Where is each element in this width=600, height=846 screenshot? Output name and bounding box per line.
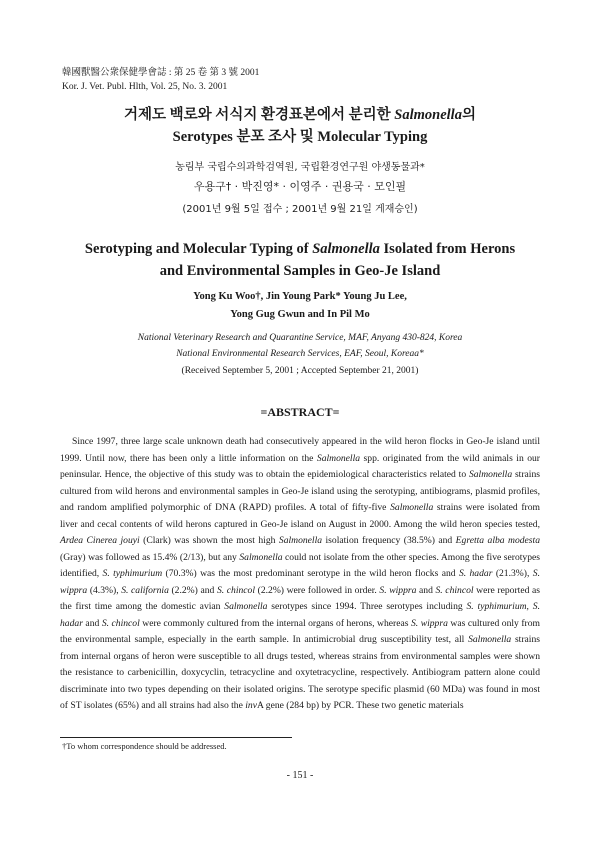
abstract-italic-run: Salmonella (316, 452, 361, 464)
abstract-italic-run: S. chincol (101, 617, 140, 629)
english-authors (0, 288, 600, 324)
abstract-text-run: and (82, 617, 102, 629)
abstract-text-run: was cultured only from the environmental sample, especially in the earth sample. In antimicrobial drug susceptibility test, all (60, 617, 540, 645)
page-number: - 151 - (286, 770, 314, 781)
journal-english-line: Kor. J. Vet. Publ. Hlth, Vol. 25, No. 3. 2001 (62, 82, 228, 92)
abstract-text-run: were commonly cultured from the internal organs of herons, whereas (139, 617, 411, 629)
english-authors-line1: Yong Ku Woo†, Jin Young Park* Young Ju Lee, (193, 291, 407, 302)
korean-title-line1: 거제도 백로와 서식지 환경표본에서 분리한 Salmonella의 (124, 107, 476, 123)
abstract-text-run: (Clark) was shown the most high (139, 535, 279, 546)
abstract-italic-run: inv (245, 700, 257, 711)
korean-affiliation: 농림부 국립수의과학검역원, 국립환경연구원 야생동물과* (175, 162, 425, 173)
abstract-text-run: (2.2%) and (168, 584, 217, 596)
abstract-italic-run: Ardea Cinerea jouyi (60, 535, 140, 546)
footnote: †To whom correspondence should be addressed. (62, 741, 227, 751)
abstract-text-run: A gene (284 bp) by PCR. These two genetic materials (257, 700, 464, 711)
abstract-heading: =ABSTRACT= (260, 405, 340, 419)
english-title-line1: Serotyping and Molecular Typing of Salmonella Isolated from Herons (84, 241, 516, 257)
abstract-text-run: were reported as the first time among the domestic avian (60, 584, 541, 612)
abstract-text-run: Since 1997, three large scale unknown death had consecutively appeared in the wild heron flocks in Geo-Je island until 1999. Until now, there has been only a little information on the (60, 436, 540, 464)
korean-title (0, 104, 600, 148)
abstract-italic-run: Egretta alba modesta (455, 535, 540, 546)
abstract-body (60, 434, 540, 715)
abstract-italic-run: S. chincol (216, 584, 256, 596)
english-affiliation-line2: National Environmental Research Services, EAF, Seoul, Koreaa* (176, 349, 424, 359)
abstract-italic-run: Salmonella (390, 502, 434, 513)
abstract-text-run: spp. originated from the wild animals in our peninsular. Hence, the objective of this study was to obtain the epidemiological characteristics related to (60, 452, 540, 480)
english-title (0, 238, 600, 282)
korean-dates: (2001년 9월 5일 접수 ; 2001년 9월 21일 게재승인) (182, 204, 418, 215)
abstract-text-run: (70.3%) was the most predominant serotype in the wild heron flocks and (162, 568, 459, 579)
korean-title-line2: Serotypes 분포 조사 및 Molecular Typing (172, 129, 428, 145)
abstract-italic-run: Salmonella (224, 601, 268, 612)
abstract-italic-run: Salmonella (278, 535, 323, 546)
journal-header (62, 66, 259, 94)
abstract-text-run: (2.2%) were followed in order. (255, 584, 380, 596)
abstract-italic-run: Salmonella (239, 551, 283, 563)
abstract-text-run: strains were isolated from liver and cecal contents of wild herons captured in Geo-Je island on August in 2000. Among the wild heron species tested, (60, 502, 540, 530)
abstract-italic-run: S. chincol (435, 584, 474, 596)
abstract-italic-run: Salmonella (468, 634, 512, 645)
english-affiliation-line1: National Veterinary Research and Quarantine Service, MAF, Anyang 430-824, Korea (137, 333, 463, 343)
abstract-text-run: (21.3%), (492, 568, 533, 579)
abstract-italic-run: S. wippra (60, 568, 540, 596)
footnote-rule (60, 737, 292, 738)
abstract-text-run: (Gray) was followed as 15.4% (2/13), but any (60, 551, 240, 563)
abstract-italic-run: S. typhimurium (102, 568, 163, 579)
abstract-paragraph (60, 434, 540, 715)
abstract-text-run: could not isolate from the other species. Among the five serotypes identified, (60, 551, 540, 579)
abstract-italic-run: S. california (121, 584, 169, 596)
english-dates: (Received September 5, 2001 ; Accepted September 21, 2001) (181, 366, 419, 376)
korean-authors: 우용구† · 박진영* · 이영주 · 권용국 · 모인필 (193, 180, 407, 193)
english-authors-line2: Yong Gug Gwun and In Pil Mo (230, 309, 370, 320)
abstract-text-run: serotypes since 1994. Three serotypes including (267, 601, 467, 612)
abstract-italic-run: S. wippra (410, 617, 448, 629)
abstract-italic-run: S. typhimurium, S. hadar (60, 601, 540, 629)
abstract-italic-run: Salmonella (468, 469, 513, 480)
abstract-italic-run: S. wippra (379, 584, 417, 596)
abstract-text-run: isolation frequency (38.5%) and (322, 535, 456, 546)
abstract-italic-run: S. hadar (458, 568, 493, 579)
abstract-text-run: strains from internal organs of heron were susceptible to all drugs tested, whereas strains from environmental samples were shown the resistance to carbenicillin, doxycyclin, tetracycline and oxytetracycline, respectively. Antibiogram pattern alone could discriminate into two types depending on their isolated origins. The serotype specific plasmid (60 MDa) was found in most of ST isolates (65%) and all strains had also the (60, 634, 540, 711)
english-title-line2: and Environmental Samples in Geo-Je Island (159, 263, 441, 279)
abstract-text-run: (4.3%), (87, 584, 122, 596)
abstract-text-run: strains cultured from wild herons and environmental samples in Geo-Je island using the serotyping, antibiograms, plasmid profiles, and random amplified polymorphic of DNA (RAPD) profiles. A total of fifty-five (60, 469, 540, 513)
journal-korean-line: 韓國獸醫公衆保健學會誌 : 第 25 卷 第 3 號 2001 (62, 68, 260, 78)
english-affiliation (0, 330, 600, 362)
abstract-text-run: and (416, 584, 436, 596)
